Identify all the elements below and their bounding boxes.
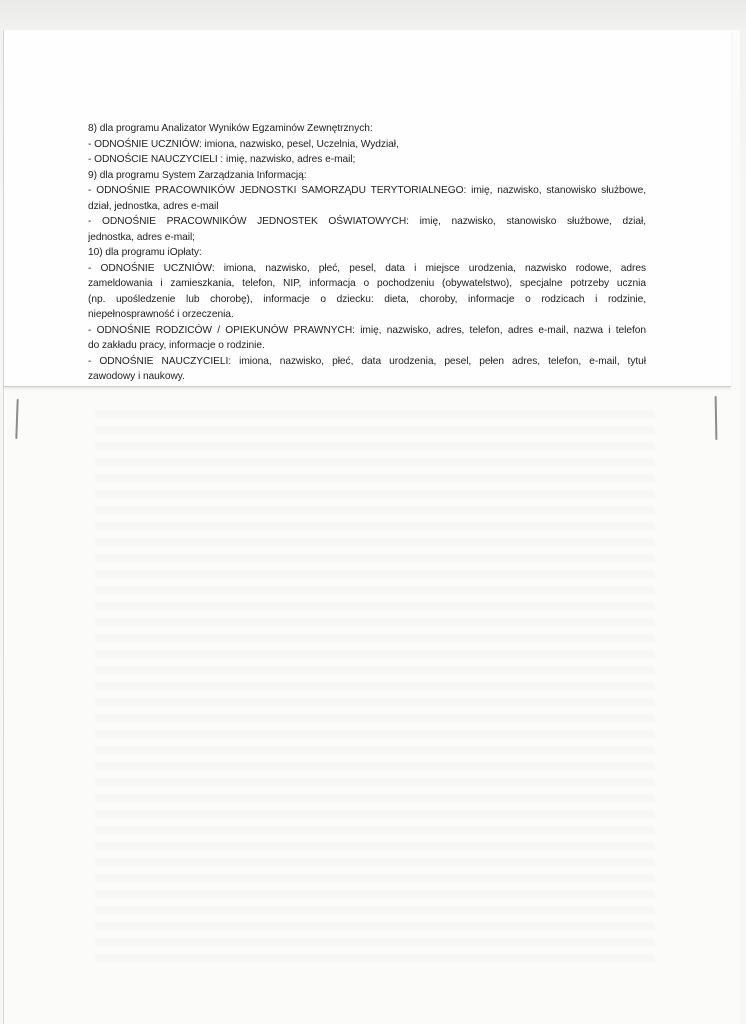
text-line: - ODNOŚNIE NAUCZYCIELI: imiona, nazwisko, płeć, data urodzenia, pesel, pełen adres, telefon, e-mail, tytuł [88,355,646,367]
text-line: - ODNOŚNIE UCZNIÓW: imiona, nazwisko, płeć, pesel, data i miejsce urodzenia, nazwisko rodowe, adres [88,262,646,274]
text-line: jednostka, adres e-mail; [88,231,195,243]
text-line: zawodowy i naukowy. [88,371,185,382]
text-line: - ODNOŚCIE NAUCZYCIELI : imię, nazwisko, adres e-mail; [88,154,356,165]
text-line: 9) dla programu System Zarządzania Informacją: [88,169,307,181]
bleed-through-text [95,410,655,970]
text-line: - ODNOŚNIE UCZNIÓW: imiona, nazwisko, pesel, Uczelnia, Wydział, [88,138,399,150]
text-line: dział, jednostka, adres e-mail [88,200,219,212]
document-body [88,121,646,385]
text-line: zameldowania i zamieszkania, telefon, NIP, informacja o pochodzeniu (obywatelstwo), specjalne potrzeby ucznia [88,278,646,289]
text-line: do zakładu pracy, informacje o rodzinie. [88,340,265,351]
text-line: - ODNOŚNIE RODZICÓW / OPIEKUNÓW PRAWNYCH: imię, nazwisko, adres, telefon, adres e-mail, nazwa i telefon [88,324,646,336]
text-line: - ODNOŚNIE PRACOWNIKÓW JEDNOSTEK OŚWIATOWYCH: imię, nazwisko, stanowisko służbowe, dział, [88,216,646,227]
text-line: 8) dla programu Analizator Wyników Egzaminów Zewnętrznych: [88,123,373,134]
text-line: - ODNOŚNIE PRACOWNIKÓW JEDNOSTKI SAMORZĄDU TERYTORIALNEGO: imię, nazwisko, stanowisko służbowe, [88,185,646,196]
text-line: niepełnosprawność i orzeczenia. [88,309,234,320]
text-line: (np. upośledzenie lub chorobę), informacje o dziecku: dieta, choroby, informacje o rodzicach i rodzinie, [88,293,646,305]
text-line: 10) dla programu iOpłaty: [88,247,202,258]
